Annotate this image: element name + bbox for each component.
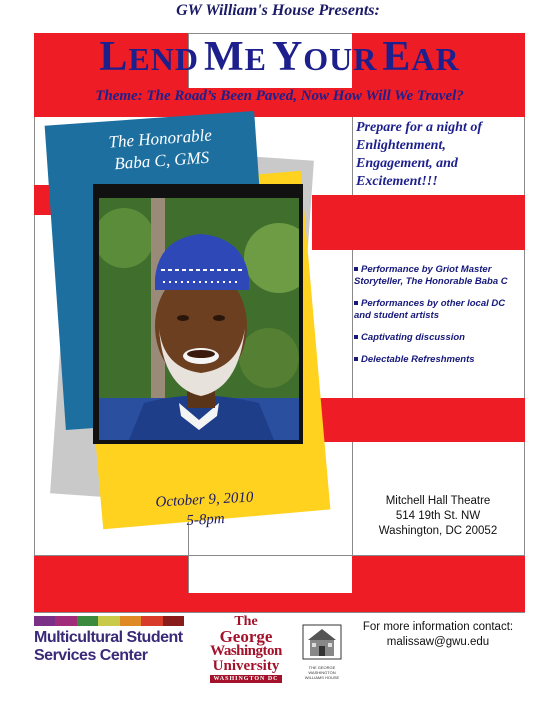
event-tagline: Prepare for a night of Enlightenment, Engagement, and Excitement!!! — [356, 120, 482, 189]
speaker-photo — [99, 198, 299, 440]
bullet-icon — [354, 357, 358, 361]
gwu-university: University — [212, 658, 280, 674]
red-block-bottom-mid — [188, 593, 352, 612]
house-caption: THE GEORGE WASHINGTON WILLIAMS HOUSE — [304, 665, 340, 680]
highlight-item: Performances by other local DC and student artists — [354, 298, 506, 321]
mssc-color-bar — [34, 616, 184, 626]
venue-block — [352, 494, 524, 539]
red-block-bottom-right — [352, 556, 525, 612]
theme-line: Theme: The Road’s Been Paved, Now How Will We Travel? — [95, 88, 464, 104]
bullet-icon — [354, 267, 358, 271]
gwu-the: The — [234, 614, 258, 629]
venue-address-1: 514 19th St. NW — [395, 510, 481, 522]
event-title — [34, 34, 525, 89]
house-icon — [302, 624, 342, 660]
speaker-honorific: Baba C, GMS — [113, 147, 210, 174]
venue-name: Mitchell Hall Theatre — [385, 495, 491, 507]
highlight-item: Captivating discussion — [354, 332, 522, 344]
mssc-name-line2: Services Center — [34, 647, 148, 664]
highlight-item: Performance by Griot Master Storyteller, The Honorable Baba C — [354, 264, 508, 287]
event-time: 5-8pm — [185, 510, 226, 529]
red-block-bottom-left — [34, 556, 188, 612]
title-word-2-initial: M — [203, 34, 245, 80]
red-block-right-2 — [312, 398, 525, 442]
title-word-2-rest: E — [244, 41, 267, 77]
highlights-list — [354, 264, 522, 366]
contact-email[interactable]: malissaw@gwu.edu — [386, 636, 490, 648]
title-word-1-rest: END — [128, 41, 199, 77]
mssc-name-line1: Multicultural Student — [34, 629, 183, 646]
contact-block — [352, 620, 524, 650]
gwu-washington: Washington — [210, 643, 282, 659]
event-date: October 9, 2010 — [155, 489, 254, 511]
title-word-4-rest: AR — [411, 41, 460, 77]
williams-house-logo — [300, 624, 344, 678]
title-word-3-initial: Y — [271, 34, 304, 80]
mssc-logo — [34, 616, 184, 678]
gwu-george: George — [219, 627, 273, 646]
gwu-location: WASHINGTON DC — [210, 675, 282, 683]
highlight-item: Delectable Refreshments — [354, 354, 522, 366]
title-word-4-initial: E — [382, 34, 412, 80]
title-word-3-rest: OUR — [303, 41, 378, 77]
bullet-icon — [354, 301, 358, 305]
venue-address-2: Washington, DC 20052 — [378, 525, 498, 537]
presenter-line: GW William's House Presents: — [176, 2, 380, 19]
gwu-logo — [196, 614, 296, 683]
contact-label: For more information contact: — [362, 621, 514, 633]
red-block-right-1 — [312, 195, 525, 250]
event-datetime — [109, 485, 301, 535]
speaker-portrait-illustration — [99, 198, 299, 440]
title-word-1-initial: L — [99, 34, 129, 80]
bullet-icon — [354, 335, 358, 339]
speaker-title: The Honorable — [107, 125, 213, 152]
